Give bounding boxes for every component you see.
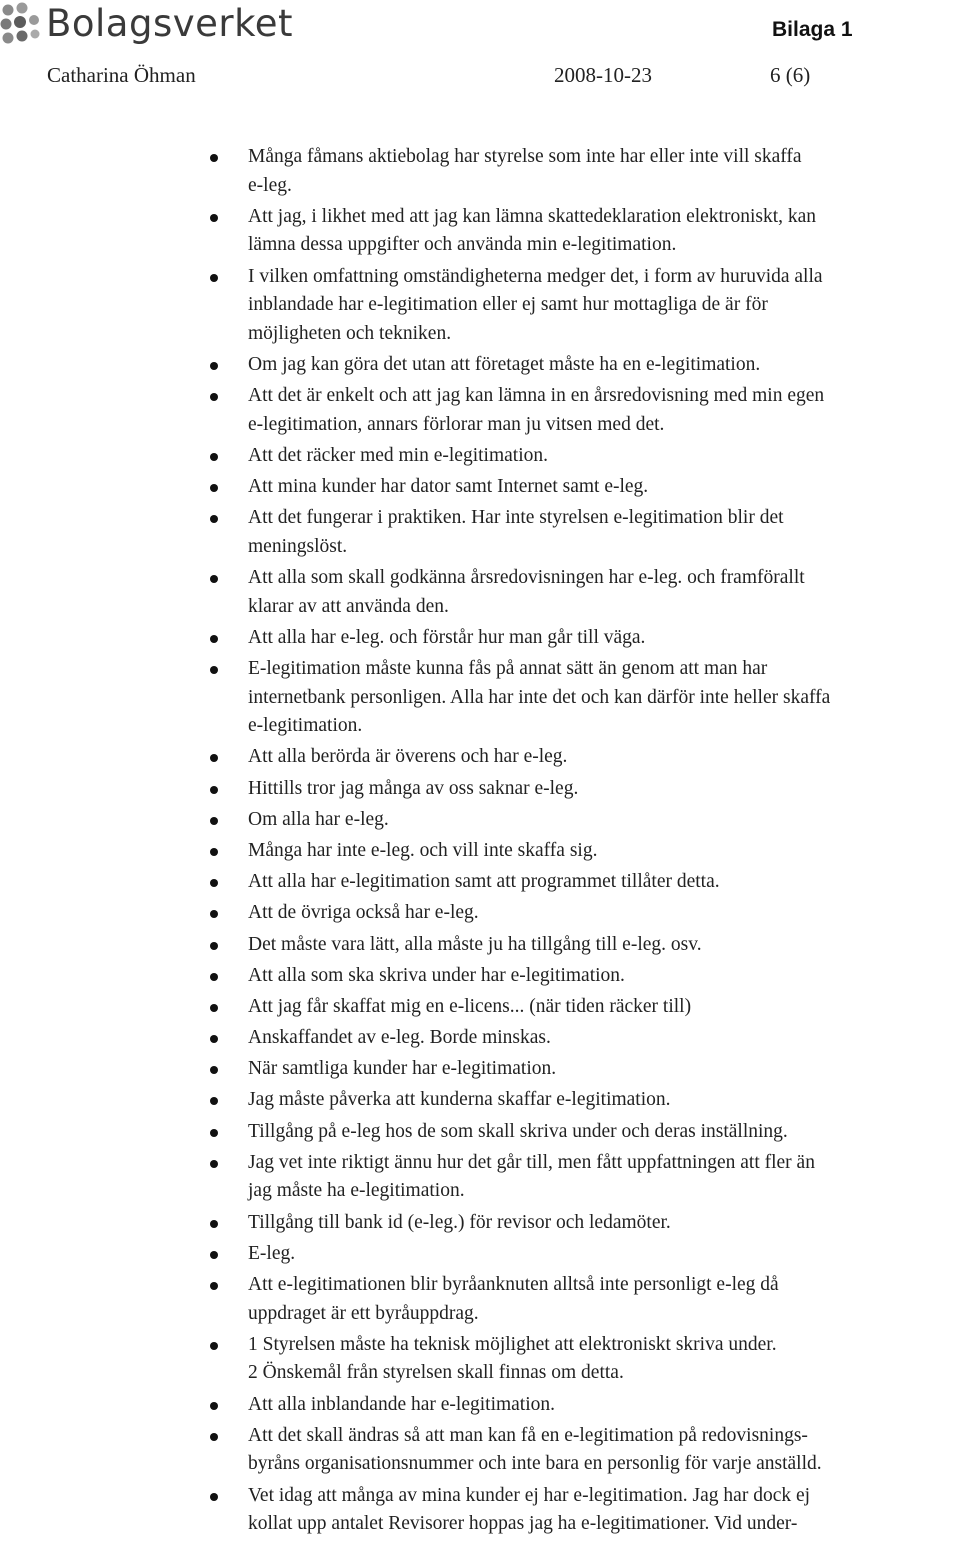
list-item-text: e-leg. bbox=[248, 174, 292, 196]
list-item-text: Vet idag att många av mina kunder ej har e-legitimation. Jag har dock ej bbox=[248, 1484, 811, 1506]
list-item bbox=[0, 1271, 960, 1328]
list-item-text: Att alla som ska skriva under har e-legitimation. bbox=[248, 964, 625, 986]
list-item bbox=[0, 143, 960, 200]
bullet-icon bbox=[210, 1097, 218, 1105]
bullet-icon bbox=[210, 453, 218, 461]
list-item bbox=[0, 837, 960, 866]
bullet-icon bbox=[210, 1282, 218, 1290]
list-item-text: E-leg. bbox=[248, 1242, 296, 1264]
bullet-icon bbox=[210, 1129, 218, 1137]
list-item bbox=[0, 1391, 960, 1420]
bullet-icon bbox=[210, 848, 218, 856]
list-item-text: Om jag kan göra det utan att företaget måste ha en e-legitimation. bbox=[248, 353, 761, 375]
list-item bbox=[0, 351, 960, 380]
list-item-text: inblandade har e-legitimation eller ej samt hur mottagliga de är för bbox=[248, 294, 768, 316]
list-item bbox=[0, 504, 960, 561]
list-item-text: Att alla berörda är överens och har e-leg. bbox=[248, 746, 568, 768]
bullet-icon bbox=[210, 393, 218, 401]
bullet-icon bbox=[210, 1402, 218, 1410]
list-item bbox=[0, 263, 960, 349]
list-item-text: Att det räcker med min e-legitimation. bbox=[248, 444, 548, 466]
list-item bbox=[0, 1422, 960, 1479]
bullet-icon bbox=[210, 635, 218, 643]
logo-dots-icon bbox=[0, 2, 40, 46]
list-item-text: Många fåmans aktiebolag har styrelse som inte har eller inte vill skaffa bbox=[248, 146, 802, 167]
list-item bbox=[0, 1118, 960, 1147]
list-item bbox=[0, 931, 960, 960]
list-item-text: Att de övriga också har e-leg. bbox=[248, 902, 479, 924]
list-item-text: meningslöst. bbox=[248, 535, 348, 557]
bullet-icon bbox=[210, 1066, 218, 1074]
bullet-icon bbox=[210, 1035, 218, 1043]
bullet-icon bbox=[210, 910, 218, 918]
list-item bbox=[0, 1209, 960, 1238]
bullet-icon bbox=[210, 666, 218, 674]
bullet-icon bbox=[210, 1342, 218, 1350]
list-item-text: Anskaffandet av e-leg. Borde minskas. bbox=[248, 1027, 551, 1049]
list-item-text: Att alla som skall godkänna årsredovisningen har e-leg. och framförallt bbox=[248, 567, 805, 589]
list-item-text: När samtliga kunder har e-legitimation. bbox=[248, 1058, 557, 1080]
list-item bbox=[0, 1331, 960, 1388]
bullet-icon bbox=[210, 274, 218, 282]
list-item bbox=[0, 962, 960, 991]
bullet-icon bbox=[210, 1220, 218, 1228]
list-item-text: e-legitimation. bbox=[248, 715, 363, 737]
list-item-text: Att jag får skaffat mig en e-licens... (när tiden räcker till) bbox=[248, 995, 692, 1017]
list-item-text: Att alla har e-leg. och förstår hur man går till väga. bbox=[248, 626, 646, 648]
list-item bbox=[0, 743, 960, 772]
list-item bbox=[0, 899, 960, 928]
bullet-icon bbox=[210, 973, 218, 981]
logo-text: Bolagsverket bbox=[46, 2, 293, 45]
bullet-icon bbox=[210, 1493, 218, 1501]
list-item bbox=[0, 382, 960, 439]
list-item-text: Hittills tror jag många av oss saknar e-leg. bbox=[248, 777, 579, 799]
list-item bbox=[0, 993, 960, 1022]
list-item-text: kollat upp antalet Revisorer hoppas jag ha e-legitimationer. Vid under- bbox=[248, 1513, 798, 1535]
list-item-text: Att det är enkelt och att jag kan lämna in en årsredovisning med min egen bbox=[248, 385, 825, 407]
list-item-text: Att det skall ändras så att man kan få en e-legitimation på redovisnings- bbox=[248, 1424, 808, 1446]
list-item-text: e-legitimation, annars förlorar man ju vitsen med det. bbox=[248, 413, 665, 435]
bolagsverket-logo bbox=[0, 2, 293, 46]
list-item-text: Att mina kunder har dator samt Internet samt e-leg. bbox=[248, 476, 649, 498]
list-item bbox=[0, 806, 960, 835]
list-item-text: Tillgång till bank id (e-leg.) för revisor och ledamöter. bbox=[248, 1211, 671, 1233]
bullet-icon bbox=[210, 575, 218, 583]
list-item bbox=[0, 868, 960, 897]
bullet-icon bbox=[210, 1160, 218, 1168]
bullet-icon bbox=[210, 1433, 218, 1441]
author-name: Catharina Öhman bbox=[47, 63, 196, 87]
list-item-text: Tillgång på e-leg hos de som skall skriva under och deras inställning. bbox=[248, 1120, 788, 1142]
list-item-text: Många har inte e-leg. och vill inte skaffa sig. bbox=[248, 839, 598, 861]
list-item bbox=[0, 655, 960, 741]
bullet-icon bbox=[210, 1004, 218, 1012]
appendix-label: Bilaga 1 bbox=[772, 18, 853, 41]
list-item bbox=[0, 1482, 960, 1539]
list-item-text: jag måste ha e-legitimation. bbox=[248, 1180, 465, 1202]
list-item bbox=[0, 1024, 960, 1053]
list-item-text: Om alla har e-leg. bbox=[248, 808, 389, 830]
list-item-text: 1 Styrelsen måste ha teknisk möjlighet att elektroniskt skriva under. bbox=[248, 1333, 777, 1355]
list-item-text: byråns organisationsnummer och inte bara en personlig för varje anställd. bbox=[248, 1453, 822, 1475]
list-item bbox=[0, 564, 960, 621]
list-item bbox=[0, 442, 960, 471]
list-item-text: Att e-legitimationen blir byråanknuten alltså inte personligt e-leg då bbox=[248, 1274, 779, 1295]
list-item bbox=[0, 203, 960, 260]
list-item-text: Att jag, i likhet med att jag kan lämna skattedeklaration elektroniskt, kan bbox=[248, 205, 817, 227]
bullet-icon bbox=[210, 515, 218, 523]
bullet-icon bbox=[210, 362, 218, 370]
list-item bbox=[0, 624, 960, 653]
list-item bbox=[0, 1240, 960, 1269]
bullet-list bbox=[0, 143, 960, 1541]
list-item-text: lämna dessa uppgifter och använda min e-legitimation. bbox=[248, 234, 677, 256]
list-item-text: möjligheten och tekniken. bbox=[248, 322, 452, 344]
bullet-icon bbox=[210, 786, 218, 794]
list-item-text: uppdraget är ett byråuppdrag. bbox=[248, 1302, 479, 1324]
list-item bbox=[0, 775, 960, 804]
list-item-text: internetbank personligen. Alla har inte det och kan därför inte heller skaffa bbox=[248, 686, 831, 708]
bullet-icon bbox=[210, 1251, 218, 1259]
list-item-text: Det måste vara lätt, alla måste ju ha tillgång till e-leg. osv. bbox=[248, 933, 702, 955]
bullet-icon bbox=[210, 154, 218, 162]
list-item-text: Att alla inblandande har e-legitimation. bbox=[248, 1393, 556, 1415]
bullet-icon bbox=[210, 484, 218, 492]
bullet-icon bbox=[210, 817, 218, 825]
list-item-text: I vilken omfattning omständigheterna medger det, i form av huruvida alla bbox=[248, 265, 823, 287]
bullet-icon bbox=[210, 942, 218, 950]
list-item-text: klarar av att använda den. bbox=[248, 595, 449, 617]
list-item-text: Att alla har e-legitimation samt att programmet tillåter detta. bbox=[248, 871, 720, 893]
document-date: 2008-10-23 bbox=[554, 63, 652, 87]
list-item-text: 2 Önskemål från styrelsen skall finnas om detta. bbox=[248, 1362, 624, 1384]
list-item-text: E-legitimation måste kunna fås på annat sätt än genom att man har bbox=[248, 658, 768, 680]
list-item bbox=[0, 1086, 960, 1115]
list-item bbox=[0, 1149, 960, 1206]
bullet-icon bbox=[210, 879, 218, 887]
list-item-text: Jag vet inte riktigt ännu hur det går till, men fått uppfattningen att fler än bbox=[248, 1151, 815, 1173]
list-item-text: Att det fungerar i praktiken. Har inte styrelsen e-legitimation blir det bbox=[248, 507, 784, 529]
bullet-icon bbox=[210, 214, 218, 222]
list-item-text: Jag måste påverka att kunderna skaffar e-legitimation. bbox=[248, 1089, 671, 1111]
bullet-icon bbox=[210, 754, 218, 762]
list-item bbox=[0, 1055, 960, 1084]
list-item bbox=[0, 473, 960, 502]
page-number: 6 (6) bbox=[770, 63, 811, 87]
